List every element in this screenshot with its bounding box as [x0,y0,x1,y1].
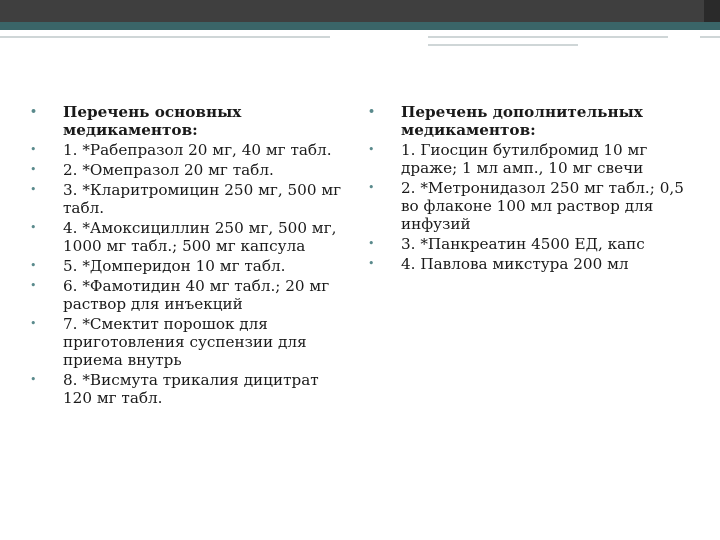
list-item-text: 2. *Метронидазол 250 мг табл.; 0,5 во флаконе 100 мл раствор для инфузий [401,179,684,233]
list-item [28,181,346,217]
primary-medications-column [28,103,346,409]
divider-line [428,36,668,38]
list-item [28,141,346,159]
list-item [28,371,346,407]
list-item-text: 1. *Рабепразол 20 мг, 40 мг табл. [63,141,332,159]
divider-line [428,44,578,46]
list-item [28,315,346,369]
bullet-icon: • [30,259,37,272]
bullet-icon: • [368,181,375,194]
bullet-icon: • [30,317,37,330]
divider-line [0,36,330,38]
list-item-text: 5. *Домперидон 10 мг табл. [63,257,286,275]
list-item [28,257,346,275]
list-item [366,255,696,273]
list-item-text: 8. *Висмута трикалия дицитрат 120 мг табл. [63,371,319,407]
primary-medications-list [28,103,346,407]
list-item-text: 1. Гиосцин бутилбромид 10 мг драже; 1 мл амп., 10 мг свечи [401,141,648,177]
bullet-icon: • [30,183,37,196]
list-item-text: 7. *Смектит порошок для приготовления суспензии для приема внутрь [63,315,307,369]
bullet-icon: • [30,143,37,156]
list-item-text: 3. *Панкреатин 4500 ЕД, капс [401,235,645,253]
top-bar [0,0,720,22]
list-item [366,103,696,139]
bullet-icon: • [368,237,375,250]
list-item [28,103,346,139]
list-heading: Перечень основных медикаментов: [63,103,242,139]
bullet-icon: • [30,105,38,118]
bullet-icon: • [368,257,375,270]
list-item [366,179,696,233]
top-bar-corner [704,0,720,22]
bullet-icon: • [30,221,37,234]
list-item-text: 3. *Кларитромицин 250 мг, 500 мг табл. [63,181,342,217]
list-item [366,235,696,253]
list-heading: Перечень дополнительных медикаментов: [401,103,643,139]
additional-medications-column [366,103,696,275]
accent-bar [0,22,720,30]
bullet-icon: • [368,143,375,156]
list-item [28,219,346,255]
list-item-text: 4. Павлова микстура 200 мл [401,255,629,273]
list-item [28,277,346,313]
additional-medications-list [366,103,696,273]
list-item [28,161,346,179]
bullet-icon: • [30,373,37,386]
list-item-text: 6. *Фамотидин 40 мг табл.; 20 мг раствор для инъекций [63,277,330,313]
bullet-icon: • [368,105,376,118]
divider-line [700,36,720,38]
list-item-text: 2. *Омепразол 20 мг табл. [63,161,274,179]
bullet-icon: • [30,279,37,292]
list-item-text: 4. *Амоксициллин 250 мг, 500 мг, 1000 мг табл.; 500 мг капсула [63,219,337,255]
bullet-icon: • [30,163,37,176]
list-item [366,141,696,177]
